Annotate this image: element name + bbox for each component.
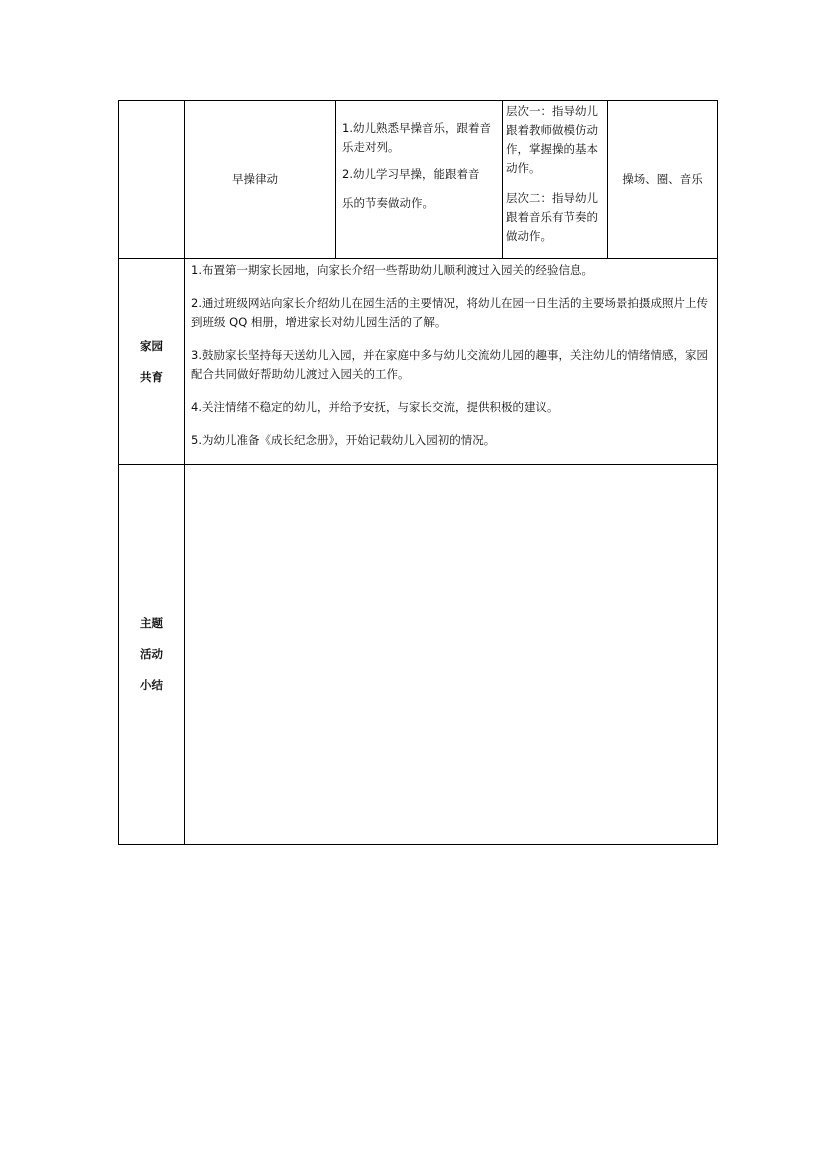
goal-2-line2: 乐的节奏做动作。 — [342, 196, 434, 210]
summary-content[interactable] — [185, 465, 718, 845]
levels-cell — [503, 101, 608, 259]
summary-label-line3: 小结 — [140, 678, 163, 692]
goal-2 — [342, 164, 494, 222]
summary-label-line1: 主题 — [140, 616, 163, 630]
activity-name: 早操律动 — [232, 172, 278, 186]
home-coop-label-line2: 共育 — [140, 369, 163, 384]
home-coop-label — [119, 259, 185, 465]
home-coop-row — [119, 259, 718, 465]
home-coop-item-4: 4.关注情绪不稳定的幼儿，并给予安抚，与家长交流，提供积极的建议。 — [191, 400, 559, 414]
home-coop-item-2: 2.通过班级网站向家长介绍幼儿在园生活的主要情况，将幼儿在园一日生活的主要场景拍摄成照片上传到班级 QQ 相册，增进家长对幼儿园生活的了解。 — [191, 296, 708, 329]
activity-name-cell — [185, 101, 336, 259]
home-coop-item-5: 5.为幼儿准备《成长纪念册》，开始记载幼儿入园初的情况。 — [191, 433, 496, 447]
home-coop-content — [185, 259, 718, 465]
summary-label-line2: 活动 — [140, 647, 163, 661]
blank-side-cell — [119, 101, 185, 259]
activity-plan-table — [118, 100, 718, 845]
level-1: 层次一：指导幼儿跟着教师做模仿动作，掌握操的基本动作。 — [506, 104, 598, 175]
home-coop-label-line1: 家园 — [140, 338, 163, 353]
materials: 操场、圈、音乐 — [622, 172, 703, 186]
summary-row — [119, 465, 718, 845]
level-2: 层次二：指导幼儿跟着音乐有节奏的做动作。 — [506, 191, 598, 243]
home-coop-item-3: 3.鼓励家长坚持每天送幼儿入园，并在家庭中多与幼儿交流幼儿园的趣事，关注幼儿的情绪情感，家园配合共同做好帮助幼儿渡过入园关的工作。 — [191, 348, 708, 381]
activity-row — [119, 101, 718, 259]
goals-cell — [336, 101, 503, 259]
materials-cell — [608, 101, 718, 259]
home-coop-item-1: 1.布置第一期家长园地，向家长介绍一些帮助幼儿顺利渡过入园关的经验信息。 — [191, 263, 593, 277]
goal-1: 1.幼儿熟悉早操音乐，跟着音乐走对列。 — [342, 121, 491, 154]
summary-label — [119, 465, 185, 845]
goal-2-line1: 2.幼儿学习早操，能跟着音 — [342, 167, 480, 181]
